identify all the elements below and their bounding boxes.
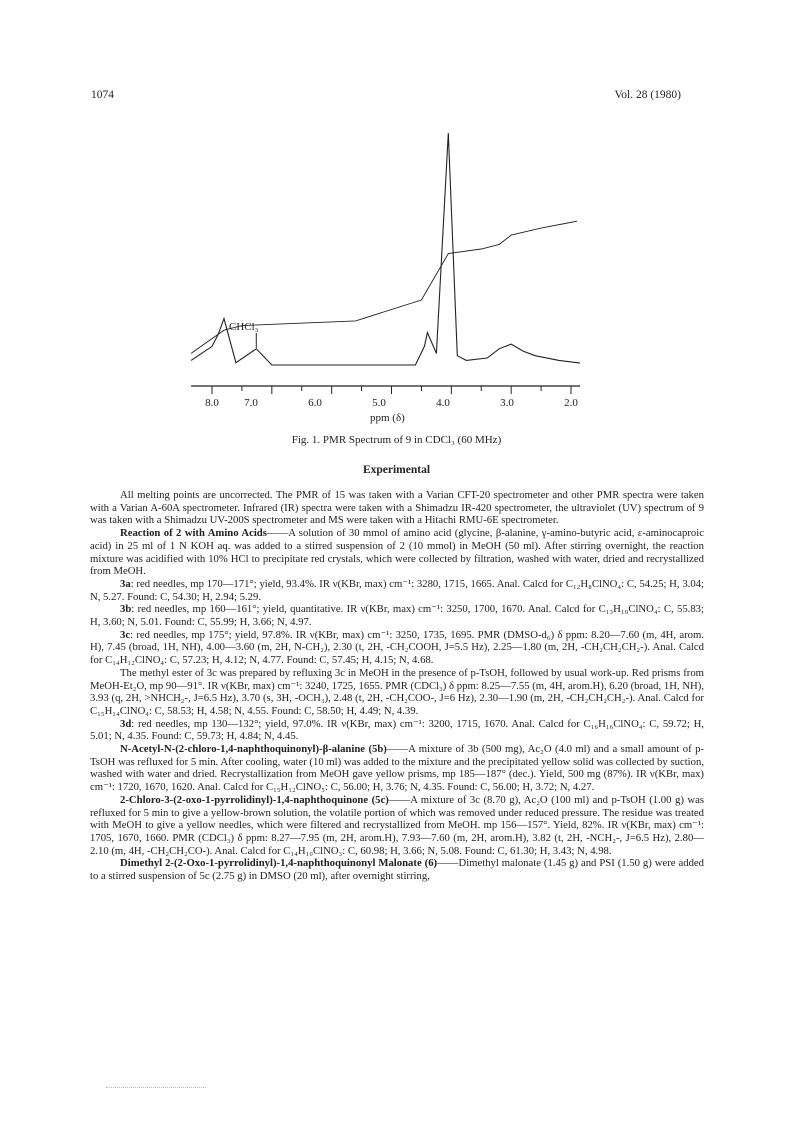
paragraph: The methyl ester of 3c was prepared by refluxing 3c in MeOH in the presence of p-TsOH, followed by usual work-up. Red prisms from MeOH-Et₂O, mp 90—91°. IR ν(KBr, max) cm⁻¹: 3240, 1725, 1655. PMR (CDCl₃) δ ppm: 8.25—7.55 (m, 4H, arom.H), 6.20 (broad, 1H, NH), 3.93 (q, 2H, >NHCH₂-, J=6.5 Hz), 3.70 (s, 3H, -OCH₃), 2.48 (t, 2H, -CH₂COO-, J=6 Hz), 2.30—1.90 (m, 2H, -CH₂CH₂CH₂-). Anal. Calcd for C₁₅H₁₄ClNO₄: C, 58.53; H, 4.58; N, 4.55. Found: C, 58.50; H, 4.49; N, 4.39. [90, 666, 704, 717]
integration-curve [191, 221, 577, 353]
figure-caption: Fig. 1. PMR Spectrum of 9 in CDCl₃ (60 MHz) [291, 434, 502, 446]
x-tick-label: 4.0 [436, 397, 450, 409]
x-tick-label: 2.0 [564, 397, 578, 409]
x-tick-label: 6.0 [308, 397, 322, 409]
pmr-spectrum-chart [160, 128, 580, 398]
paragraph: Dimethyl 2-(2-Oxo-1-pyrrolidinyl)-1,4-naphthoquinonyl Malonate (6)——Dimethyl malonate (1.45 g) and PSI (1.50 g) were added to a stirred suspension of 5c (2.75 g) in DMSO (20 ml), after overnight stirring, [90, 857, 704, 883]
chcl3-annotation: CHCl₃ [229, 321, 259, 333]
section-heading: Experimental [362, 464, 431, 476]
paragraph: N-Acetyl-N-(2-chloro-1,4-naphthoquinonyl)-β-alanine (5b)——A mixture of 3b (500 mg), Ac₂O (4.0 ml) and a small amount of p-TsOH was refluxed for 5 min. After cooling, water (10 ml) was added to the mixture and the precipitated yellow solid was collected by suction, washed with water and dried. Recrystallization from MeOH gave yellow prisms, mp 185—187° (dec.). Yield, 500 mg (87%). IR ν(KBr, max) cm⁻¹: 1720, 1670, 1620. Anal. Calcd for C₁₅H₁₂ClNO₅: C, 56.00; H, 3.76; N, 4.35. Found: C, 56.00; H, 3.72; N, 4.27. [90, 743, 704, 794]
paragraph: 2-Chloro-3-(2-oxo-1-pyrrolidinyl)-1,4-naphthoquinone (5c)——A mixture of 3c (8.70 g), Ac₂O (100 ml) and p-TsOH (1.00 g) was refluxed for 5 min to give a yellow-brown solution, the volatile portion of which was removed under reduced pressure. The residue was treated with MeOH to give a yellow needles, which were filtered and recrystallized from MeOH. mp 156—157°. Yield, 82%. IR ν(KBr, max) cm⁻¹: 1705, 1670, 1660. PMR (CDCl₃) δ ppm: 8.27—7.95 (m, 2H, arom.H), 7.93—7.60 (m, 2H, arom.H), 3.82 (t, 2H, -NCH₂-, J=6.5 Hz), 2.80—2.10 (m, 4H, -CH₂CH₂CO-). Anal. Calcd for C₁₄H₁₀ClNO₃: C, 60.98; H, 3.66; N, 5.08. Found: C, 61.30; H, 3.43; N, 4.98. [90, 793, 704, 857]
paragraph: All melting points are uncorrected. The PMR of 15 was taken with a Varian CFT-20 spectrometer and other PMR spectra were taken with a Varian A-60A spectrometer. Infrared (IR) spectra were taken with a Shimadzu IR-420 spectrometer, the ultraviolet (UV) spectrum of 9 was taken with a Shimadzu UV-200S spectrometer and MS were taken with a Hitachi RMU-6E spectrometer. [90, 489, 704, 527]
x-tick-label: 7.0 [244, 397, 258, 409]
x-tick-label: 3.0 [500, 397, 514, 409]
x-tick-label: 8.0 [205, 397, 219, 409]
paragraph: Reaction of 2 with Amino Acids——A solution of 30 mmol of amino acid (glycine, β-alanine, γ-amino-butyric acid, ε-aminocaproic acid) in 25 ml of 1 N KOH aq. was added to a stirred suspension of 2 (10 mmol) in MeOH (50 ml). After stirring overnight, the reaction mixture was acidified with 10% HCl to precipitate red crystals, which were collected by filtration, washed with water, dried and recrystallized from MeOH. [90, 527, 704, 578]
body-text [90, 489, 704, 883]
journal-volume: Vol. 28 (1980) [614, 89, 681, 101]
page-footer-rule [106, 1087, 206, 1088]
paragraph: 3a: red needles, mp 170—171°; yield, 93.4%. IR ν(KBr, max) cm⁻¹: 3280, 1715, 1665. Anal. Calcd for C₁₂H₈ClNO₄: C, 54.25; H, 3.04; N, 5.27. Found: C, 54.30; H, 2.94; 5.29. [90, 577, 704, 603]
x-axis-label: ppm (δ) [370, 412, 405, 424]
paragraph: 3b: red needles, mp 160—161°; yield, quantitative. IR ν(KBr, max) cm⁻¹: 3250, 1700, 1670. Anal. Calcd for C₁₃H₁₀ClNO₄: C, 55.83; H, 3.60; N, 5.01. Found: C, 55.99; H, 3.66; N, 4.97. [90, 603, 704, 629]
x-tick-label: 5.0 [372, 397, 386, 409]
page-number: 1074 [91, 89, 114, 101]
paragraph: 3c: red needles, mp 175°; yield, 97.8%. IR ν(KBr, max) cm⁻¹: 3250, 1735, 1695. PMR (DMSO-d₆) δ ppm: 8.20—7.60 (m, 4H, arom. H), 7.45 (broad, 1H, NH), 4.00—3.60 (m, 2H, N-CH₂), 2.30 (t, 2H, -CH₂COOH, J=5.5 Hz), 2.25—1.80 (m, 2H, -CH₂CH₂CH₂-). Anal. Calcd for C₁₄H₁₂ClNO₄: C, 57.23; H, 4.12; N, 4.77. Found: C, 57.45; H, 4.15; N, 4.68. [90, 628, 704, 667]
paragraph: 3d: red needles, mp 130—132°; yield, 97.0%. IR ν(KBr, max) cm⁻¹: 3200, 1715, 1670. Anal. Calcd for C₁₆H₁₆ClNO₄: C, 59.72; H, 5.01; N, 4.35. Found: C, 59.73; H, 4.84; N, 4.45. [90, 717, 704, 743]
